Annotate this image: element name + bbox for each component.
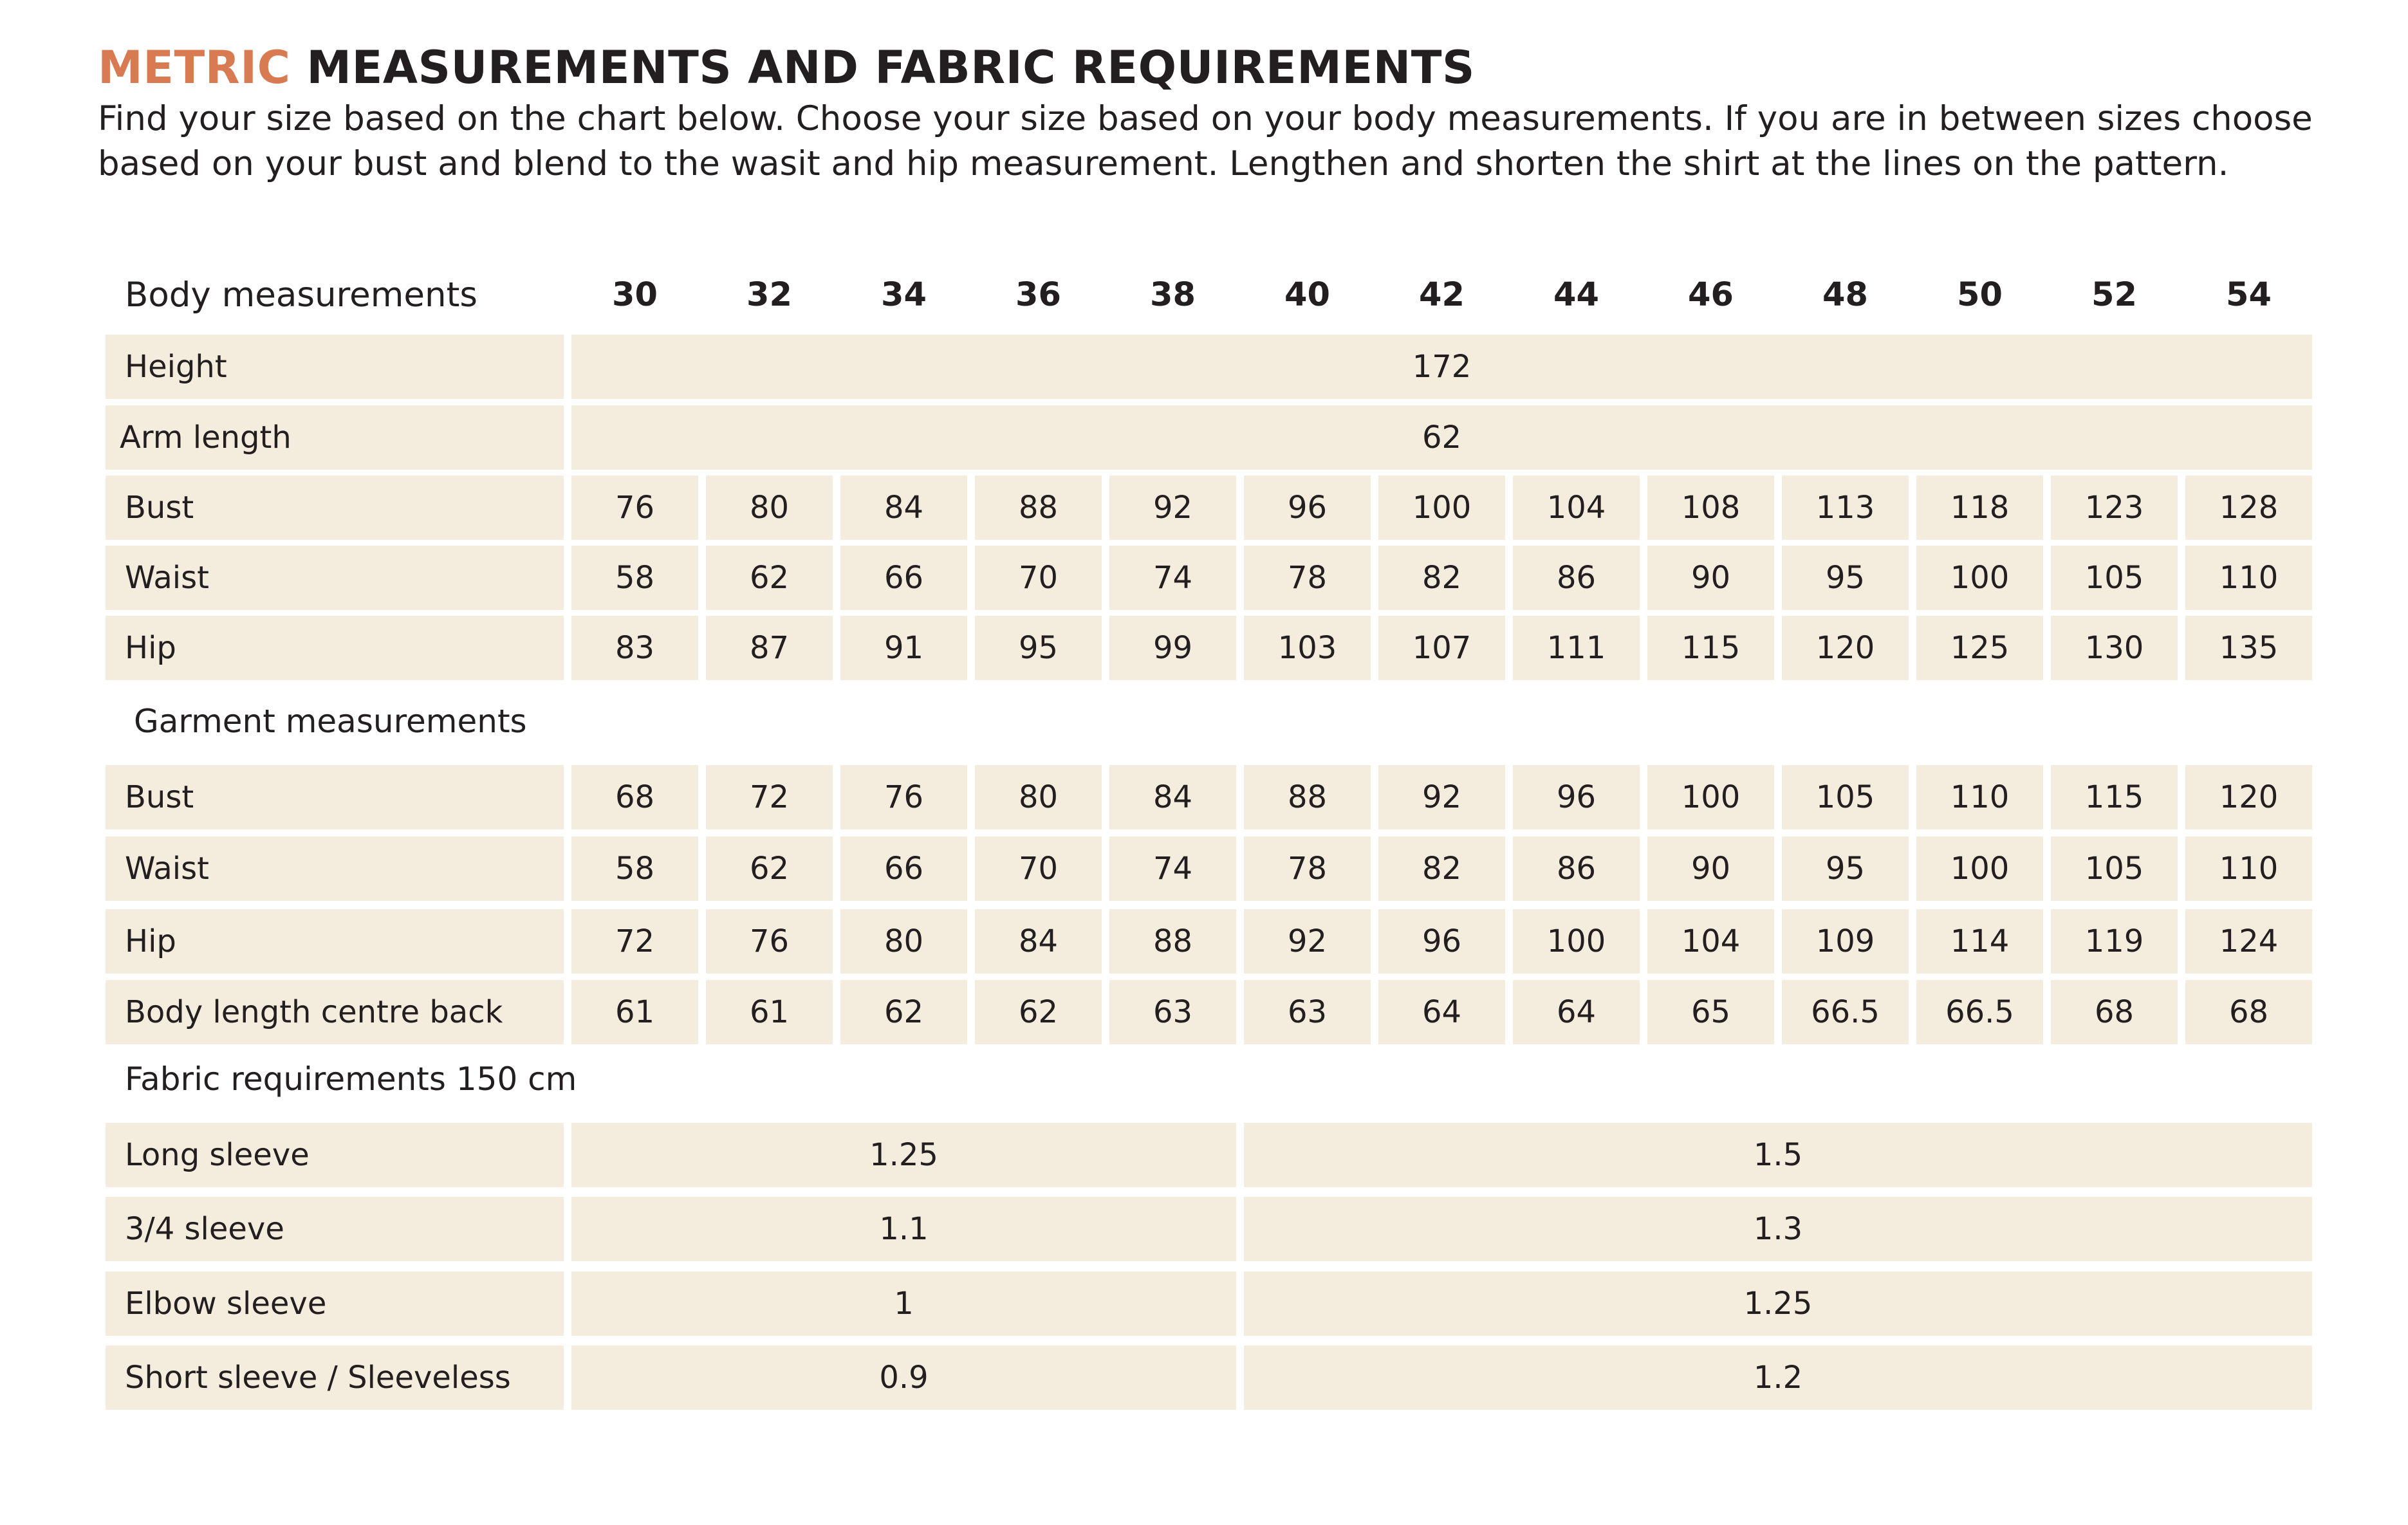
measurement-cell: 88 [1109,909,1236,974]
size-header-row [106,263,2317,327]
size-header-cell: 38 [1150,275,1196,314]
fabric-row-label: Long sleeve [106,1123,564,1187]
measurement-cell: 95 [1782,546,1909,610]
measurement-cell: 92 [1109,476,1236,540]
measurement-cell: 66.5 [1782,980,1909,1044]
body-measurements-heading: Body measurements [125,275,478,315]
fabric-requirements-heading: Fabric requirements 150 cm [125,1060,577,1098]
measurement-cell: 76 [571,476,698,540]
intro-text [98,97,2337,187]
measurement-cell: 66 [840,836,967,901]
fabric-elbow-sleeve-row [106,1271,2317,1336]
measurement-cell: 114 [1916,909,2043,974]
measurement-cell: 115 [1647,616,1774,680]
measurement-cell: 58 [571,836,698,901]
measurement-cell: 87 [706,616,833,680]
measurement-cell: 66.5 [1916,980,2043,1044]
row-label: Bust [106,765,564,829]
fabric-small-value: 1 [571,1271,1236,1336]
arm-length-value: 62 [571,405,2312,470]
measurement-cell: 105 [2051,836,2178,901]
size-header-cell: 36 [1015,275,1061,314]
measurement-cell: 108 [1647,476,1774,540]
row-label: Hip [106,909,564,974]
measurement-cell: 124 [2185,909,2312,974]
measurement-cell: 100 [1916,546,2043,610]
height-value: 172 [571,335,2312,399]
measurement-cell: 95 [1782,836,1909,901]
measurement-cell: 83 [571,616,698,680]
title-accent: METRIC [98,41,291,94]
measurement-cell: 96 [1378,909,1505,974]
row-label: Hip [106,616,564,680]
measurement-cell: 66 [840,546,967,610]
measurement-cell: 64 [1378,980,1505,1044]
measurement-cell: 80 [706,476,833,540]
measurement-cell: 100 [1916,836,2043,901]
measurement-cell: 74 [1109,546,1236,610]
fabric-small-value: 0.9 [571,1345,1236,1410]
size-header-cell: 32 [746,275,792,314]
height-label: Height [106,335,564,399]
measurement-cell: 70 [975,546,1102,610]
measurement-cell: 130 [2051,616,2178,680]
page-title [98,41,1475,94]
measurement-cell: 58 [571,546,698,610]
row-label: Waist [106,836,564,901]
measurement-cell: 107 [1378,616,1505,680]
size-header-cell: 44 [1553,275,1599,314]
body-hip-row [106,616,2317,680]
measurement-cell: 125 [1916,616,2043,680]
measurement-cell: 84 [975,909,1102,974]
measurement-cell: 105 [2051,546,2178,610]
measurement-cell: 88 [975,476,1102,540]
size-header-cell: 54 [2226,275,2272,314]
garment-hip-row [106,909,2317,974]
measurement-cell: 113 [1782,476,1909,540]
garment-bust-row [106,765,2317,829]
measurement-cell: 74 [1109,836,1236,901]
measurement-cell: 120 [1782,616,1909,680]
size-header-cell: 42 [1419,275,1465,314]
measurement-cell: 110 [1916,765,2043,829]
size-header-cell: 46 [1688,275,1734,314]
measurement-cell: 86 [1513,546,1640,610]
fabric-large-value: 1.25 [1244,1271,2312,1336]
measurement-cell: 105 [1782,765,1909,829]
measurement-cell: 92 [1244,909,1371,974]
measurement-cell: 88 [1244,765,1371,829]
measurement-cell: 63 [1109,980,1236,1044]
title-rest: MEASUREMENTS AND FABRIC REQUIREMENTS [306,41,1475,94]
measurement-cell: 91 [840,616,967,680]
measurement-cell: 104 [1647,909,1774,974]
measurement-cell: 92 [1378,765,1505,829]
size-header-cell: 40 [1284,275,1330,314]
garment-body-length-row [106,980,2317,1044]
body-bust-row [106,476,2317,540]
measurement-cell: 84 [840,476,967,540]
measurement-cell: 82 [1378,836,1505,901]
body-waist-row [106,546,2317,610]
measurement-cell: 90 [1647,546,1774,610]
measurement-cell: 68 [571,765,698,829]
measurement-cell: 90 [1647,836,1774,901]
measurement-cell: 99 [1109,616,1236,680]
measurement-cell: 65 [1647,980,1774,1044]
measurement-cell: 100 [1378,476,1505,540]
measurement-cell: 61 [571,980,698,1044]
measurement-cell: 68 [2185,980,2312,1044]
measurement-cell: 104 [1513,476,1640,540]
fabric-large-value: 1.5 [1244,1123,2312,1187]
measurement-cell: 109 [1782,909,1909,974]
measurement-cell: 76 [706,909,833,974]
measurement-cell: 70 [975,836,1102,901]
fabric-large-value: 1.2 [1244,1345,2312,1410]
measurement-cell: 86 [1513,836,1640,901]
size-header-cell: 52 [2091,275,2137,314]
measurement-cell: 62 [706,836,833,901]
measurement-cell: 62 [975,980,1102,1044]
fabric-row-label: Elbow sleeve [106,1271,564,1336]
measurement-cell: 63 [1244,980,1371,1044]
measurement-cell: 111 [1513,616,1640,680]
intro-line-1: Find your size based on the chart below. Choose your size based on your body measurements. If you are in between sizes choose [98,99,2313,138]
measurement-cell: 128 [2185,476,2312,540]
fabric-small-value: 1.1 [571,1197,1236,1261]
measurement-cell: 68 [2051,980,2178,1044]
fabric-small-value: 1.25 [571,1123,1236,1187]
measurement-cell: 96 [1513,765,1640,829]
measurement-cell: 118 [1916,476,2043,540]
measurement-cell: 80 [975,765,1102,829]
height-row [106,335,2317,399]
size-header-cell: 34 [881,275,927,314]
measurement-cell: 78 [1244,836,1371,901]
measurement-cell: 123 [2051,476,2178,540]
fabric-short-sleeve-row [106,1345,2317,1410]
measurement-cell: 76 [840,765,967,829]
measurement-cell: 103 [1244,616,1371,680]
measurement-cell: 100 [1647,765,1774,829]
measurement-cell: 135 [2185,616,2312,680]
fabric-three-quarter-sleeve-row [106,1197,2317,1261]
measurement-cell: 110 [2185,836,2312,901]
measurement-cell: 95 [975,616,1102,680]
size-header-cell: 30 [612,275,658,314]
garment-waist-row [106,836,2317,901]
arm-length-row [106,405,2317,470]
measurement-cell: 115 [2051,765,2178,829]
intro-line-2: based on your bust and blend to the wasit and hip measurement. Lengthen and shorten the shirt at the lines on the pattern. [98,144,2229,183]
fabric-large-value: 1.3 [1244,1197,2312,1261]
measurement-cell: 119 [2051,909,2178,974]
arm-length-label: Arm length [106,405,564,470]
measurement-cell: 64 [1513,980,1640,1044]
measurement-cell: 110 [2185,546,2312,610]
measurement-cell: 96 [1244,476,1371,540]
garment-measurements-heading: Garment measurements [134,703,527,740]
measurement-cell: 82 [1378,546,1505,610]
fabric-row-label: 3/4 sleeve [106,1197,564,1261]
measurement-cell: 80 [840,909,967,974]
fabric-long-sleeve-row [106,1123,2317,1187]
row-label: Bust [106,476,564,540]
size-header-cell: 50 [1957,275,2003,314]
measurement-cell: 62 [840,980,967,1044]
measurement-cell: 61 [706,980,833,1044]
size-header-cell: 48 [1822,275,1868,314]
measurement-cell: 62 [706,546,833,610]
row-label: Body length centre back [106,980,564,1044]
measurement-cell: 72 [571,909,698,974]
measurement-cell: 78 [1244,546,1371,610]
measurement-cell: 120 [2185,765,2312,829]
measurement-cell: 100 [1513,909,1640,974]
row-label: Waist [106,546,564,610]
fabric-row-label: Short sleeve / Sleeveless [106,1345,564,1410]
measurement-cell: 84 [1109,765,1236,829]
measurement-cell: 72 [706,765,833,829]
